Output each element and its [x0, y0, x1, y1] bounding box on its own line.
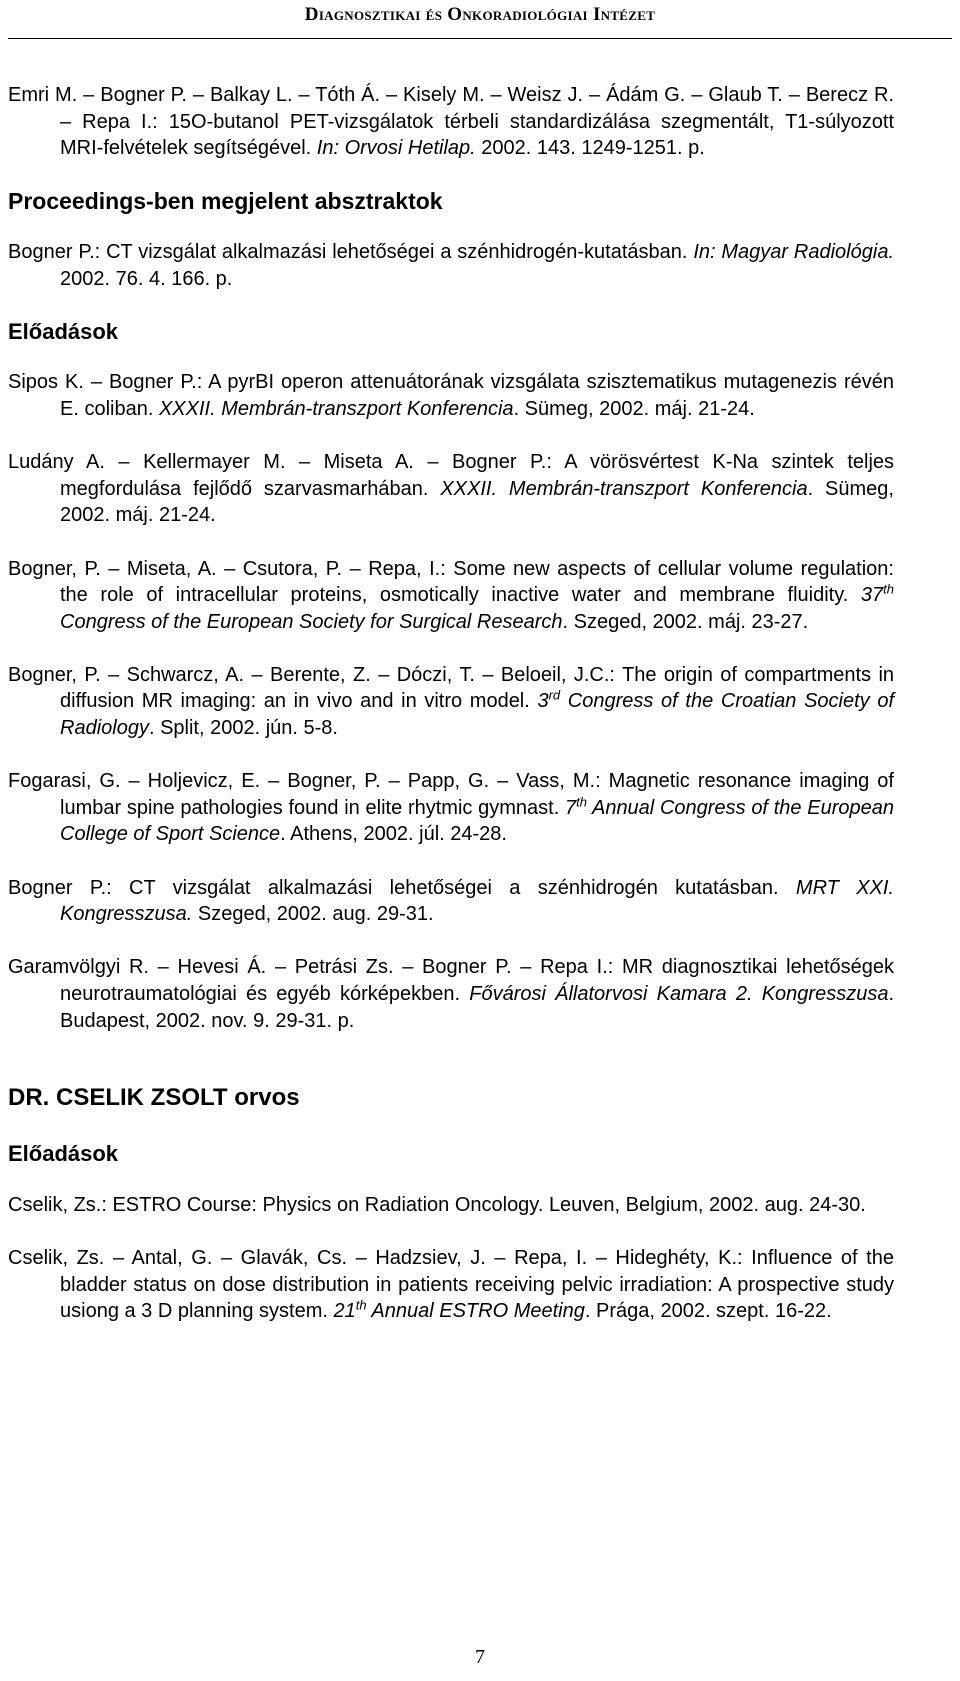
event-name: Congress of the European Society for Surgical Research — [60, 610, 563, 633]
ordinal-suffix: th — [883, 581, 894, 597]
entry-authors: Sipos K. – Bogner P.: — [8, 371, 209, 394]
talk-entry-cselik-bladder — [8, 1245, 894, 1325]
entry-details: . Budapest, 2002. nov. 9. 29-31. p. — [60, 983, 895, 1032]
talk-entry-bogner-volume — [8, 556, 894, 636]
entry-details: Szeged, 2002. aug. 29-31. — [192, 903, 434, 926]
event-name: Annual ESTRO Meeting — [366, 1300, 585, 1323]
entry-event: MRT XXI. Kongresszusa. — [60, 876, 895, 926]
ordinal-suffix: rd — [548, 687, 561, 703]
talk-entry-ludany — [8, 449, 894, 529]
entry-authors: Fogarasi, G. – Holjevicz, E. – Bogner, P. – Papp, G. – Vass, M.: — [8, 770, 609, 793]
entry-authors: Bogner P.: — [8, 876, 130, 899]
entry-title: A vörösvértest K-Na szintek teljes megfordulása fejlődő szarvasmarhában. — [60, 451, 895, 500]
event-name: Annual Congress of the European College of Sport Science — [60, 796, 895, 846]
entry-authors: Bogner, P. – Miseta, A. – Csutora, P. – Repa, I.: — [8, 557, 454, 580]
document-body — [8, 82, 894, 1325]
publication-entry-emri — [8, 82, 894, 162]
ordinal-suffix: th — [576, 794, 587, 810]
entry-journal: In: Orvosi Hetilap. — [316, 137, 476, 160]
event-ordinal: 37 — [860, 584, 884, 607]
event-name: Congress of the Croatian Society of Radiology — [60, 690, 894, 740]
section-heading-eloadasok: Előadások — [8, 318, 119, 344]
entry-event: XXXII. Membrán-transzport Konferencia — [158, 397, 514, 420]
entry-details: . Athens, 2002. júl. 24-28. — [280, 823, 507, 846]
talk-entry-fogarasi — [8, 768, 894, 848]
entry-title: CT vizsgálat alkalmazási lehetőségei a szénhidrogén-kutatásban. — [106, 240, 694, 263]
page-number: 7 — [475, 1646, 485, 1668]
section-heading-proceedings: Proceedings-ben megjelent absztraktok — [8, 188, 443, 215]
entry-authors: Bogner, P. – Schwarcz, A. – Berente, Z. – Dóczi, T. – Beloeil, J.C.: — [8, 663, 623, 686]
entry-details: . Prága, 2002. szept. 16-22. — [584, 1300, 832, 1323]
entry-journal: In: Magyar Radiológia. — [693, 240, 894, 263]
entry-event — [333, 1297, 585, 1323]
entry-title: Magnetic resonance imaging of lumbar spine pathologies found in elite rhytmic gymnast. — [60, 770, 894, 819]
entry-title: MR diagnosztikai lehetőségek neurotraumatológiai és egyéb kórképekben. — [60, 956, 895, 1005]
entry-event: Fővárosi Állatorvosi Kamara 2. Kongresszusa — [469, 983, 889, 1005]
entry-authors: Garamvölgyi R. – Hevesi Á. – Petrási Zs. – Bogner P. – Repa I.: — [8, 956, 622, 979]
event-ordinal: 21 — [333, 1300, 356, 1323]
entry-details: . Szeged, 2002. máj. 23-27. — [562, 610, 809, 633]
entry-event: XXXII. Membrán-transzport Konferencia — [440, 477, 808, 500]
entry-title: 15O-butanol PET-vizsgálatok térbeli standardizálása szegmentált, T1-súlyozott MRI-felvételek segítségével. — [60, 110, 894, 160]
talk-entry-bogner-diffusion — [8, 662, 894, 742]
entry-authors: Emri M. – Bogner P. – Balkay L. – Tóth Á. – Kisely M. – Weisz J. – Ádám G. – Glaub T. – Berecz R. – Repa I.: — [8, 84, 894, 133]
abstract-entry-bogner — [8, 239, 894, 292]
entry-details: 2002. 76. 4. 166. p. — [60, 267, 233, 290]
entry-authors: Ludány A. – Kellermayer M. – Miseta A. – Bogner P.: — [8, 451, 565, 474]
entry-title: A pyrBI operon attenuátorának vizsgálata szisztematikus mutagenezis révén E. coliban. — [60, 371, 894, 420]
section-heading-eloadasok-2: Előadások — [8, 1141, 119, 1167]
entry-details: 2002. 143. 1249-1251. p. — [475, 137, 705, 160]
entry-title: Influence of the bladder status on dose distribution in patients receiving pelvic irradiation: A prospective study usiong a 3 D planning system. — [60, 1247, 894, 1323]
talk-entry-garamvolgyi — [8, 954, 894, 1034]
event-ordinal: 3 — [537, 690, 549, 713]
spacer — [8, 1061, 894, 1085]
entry-authors: Bogner P.: — [8, 240, 107, 263]
header-rule — [8, 38, 952, 39]
entry-title: The origin of compartments in diffusion MR imaging: an in vivo and in vitro model. — [60, 663, 895, 713]
talk-entry-sipos — [8, 369, 894, 422]
ordinal-suffix: th — [355, 1297, 367, 1313]
talk-entry-cselik-estro: Cselik, Zs.: ESTRO Course: Physics on Radiation Oncology. Leuven, Belgium, 2002. aug. 24-30. — [8, 1193, 866, 1216]
person-heading: DR. CSELIK ZSOLT orvos — [8, 1083, 300, 1111]
entry-details: . Sümeg, 2002. máj. 21-24. — [60, 477, 894, 527]
entry-title: CT vizsgálat alkalmazási lehetőségei a szénhidrogén kutatásban. — [129, 876, 796, 899]
entry-details: . Sümeg, 2002. máj. 21-24. — [513, 397, 755, 420]
entry-details: . Split, 2002. jún. 5-8. — [148, 717, 338, 740]
talk-entry-bogner-ct — [8, 875, 894, 928]
event-ordinal: 7 — [565, 796, 577, 819]
entry-title: Some new aspects of cellular volume regulation: the role of intracellular proteins, osmotically inactive water and membrane fluidity. — [60, 557, 894, 607]
entry-authors: Cselik, Zs. – Antal, G. – Glavák, Cs. – Hadzsiev, J. – Repa, I. – Hideghéty, K.: — [8, 1247, 752, 1270]
institute-header: Diagnosztikai és Onkoradiológiai Intézet — [304, 4, 656, 25]
